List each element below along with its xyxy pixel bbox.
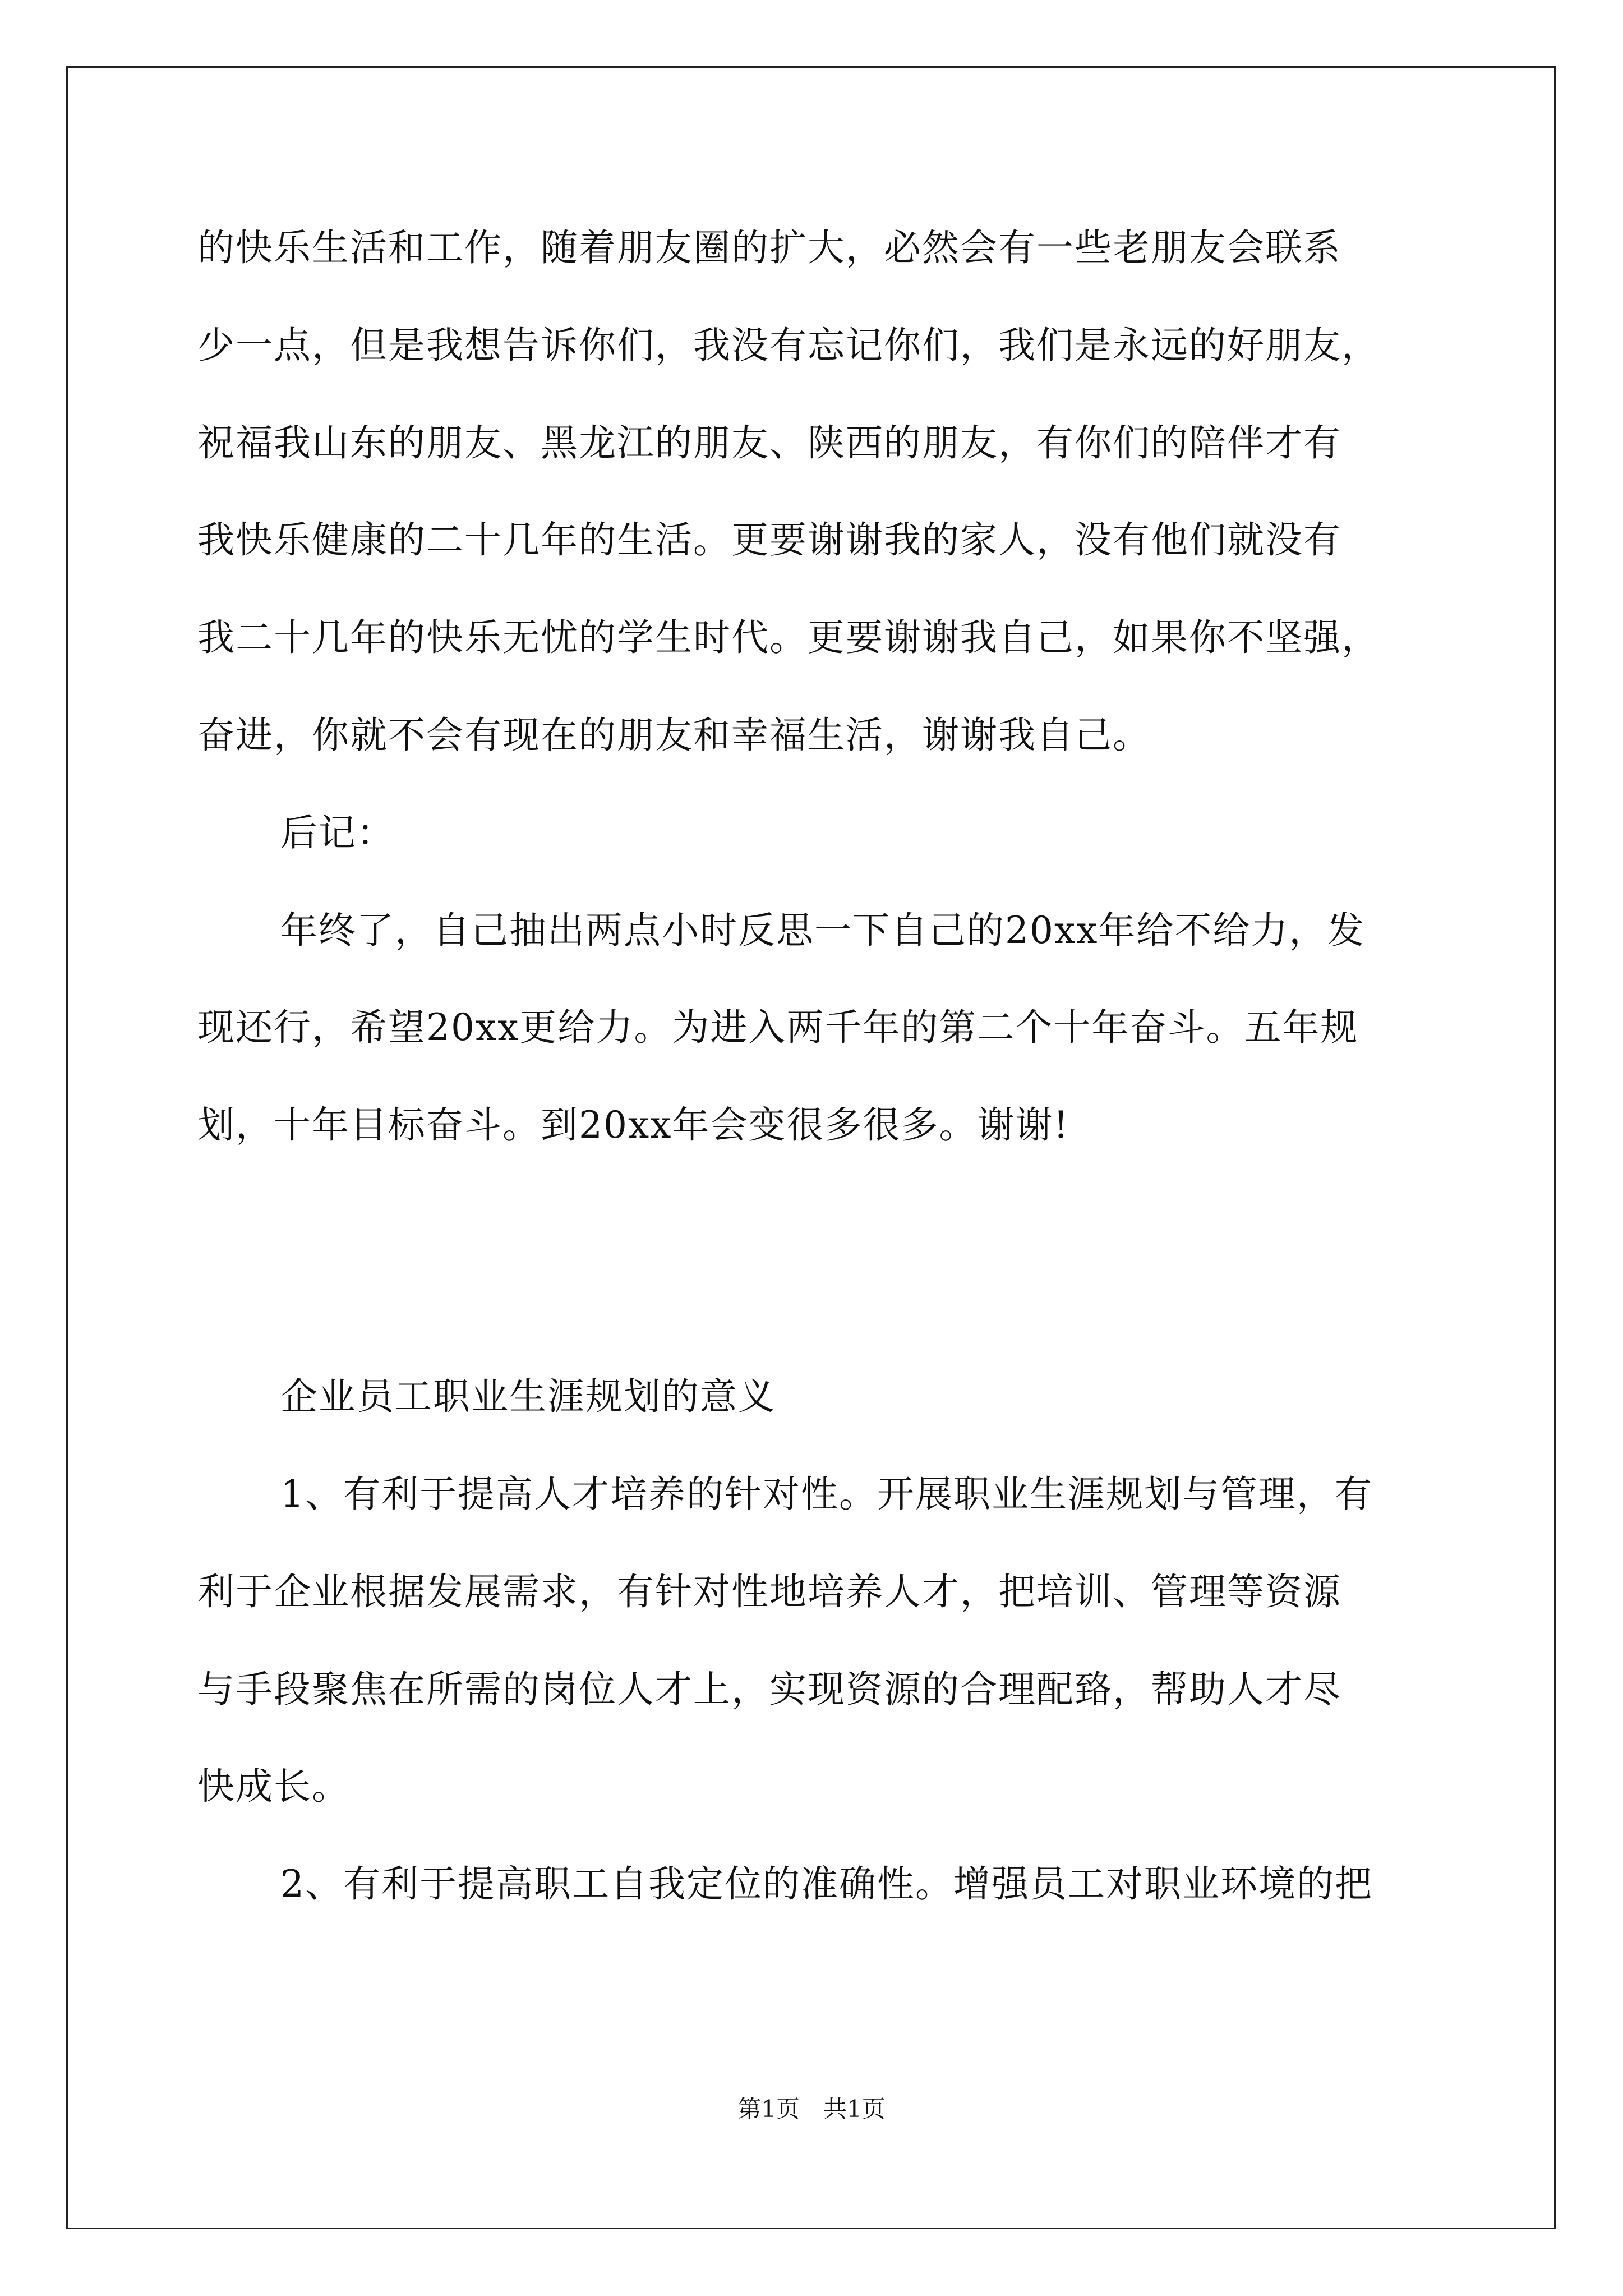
body-line: 现还行，希望20xx更给力。为进入两千年的第二个十年奋斗。五年规: [197, 1006, 1359, 1049]
body-line: 1、有利于提高人才培养的针对性。开展职业生涯规划与管理，有: [280, 1473, 1373, 1516]
body-line: 与手段聚焦在所需的岗位人才上，实现资源的合理配臵，帮助人才尽: [197, 1668, 1341, 1711]
body-line: 2、有利于提高职工自我定位的准确性。增强员工对职业环境的把: [280, 1862, 1373, 1906]
body-line: 年终了，自己抽出两点小时反思一下自己的20xx年给不给力，发: [280, 909, 1366, 952]
page-number: 第1页 共1页: [737, 2095, 886, 2123]
body-line: 的快乐生活和工作，随着朋友圈的扩大，必然会有一些老朋友会联系: [197, 226, 1341, 269]
section-heading: 企业员工职业生涯规划的意义: [280, 1375, 776, 1418]
section-heading-postscript: 后记：: [280, 811, 395, 854]
body-line: 奋进，你就不会有现在的朋友和幸福生活，谢谢我自己。: [197, 714, 1151, 757]
body-line: 我二十几年的快乐无忧的学生时代。更要谢谢我自己，如果你不坚强，: [197, 616, 1380, 659]
body-line: 少一点，但是我想告诉你们，我没有忘记你们，我们是永远的好朋友，: [197, 324, 1380, 367]
body-line: 利于企业根据发展需求，有针对性地培养人才，把培训、管理等资源: [197, 1570, 1341, 1613]
body-line: 我快乐健康的二十几年的生活。更要谢谢我的家人，没有他们就没有: [197, 518, 1341, 562]
body-line: 划，十年目标奋斗。到20xx年会变很多很多。谢谢!: [197, 1103, 1069, 1147]
body-line: 快成长。: [197, 1765, 350, 1808]
body-line: 祝福我山东的朋友、黑龙江的朋友、陕西的朋友，有你们的陪伴才有: [197, 421, 1341, 464]
